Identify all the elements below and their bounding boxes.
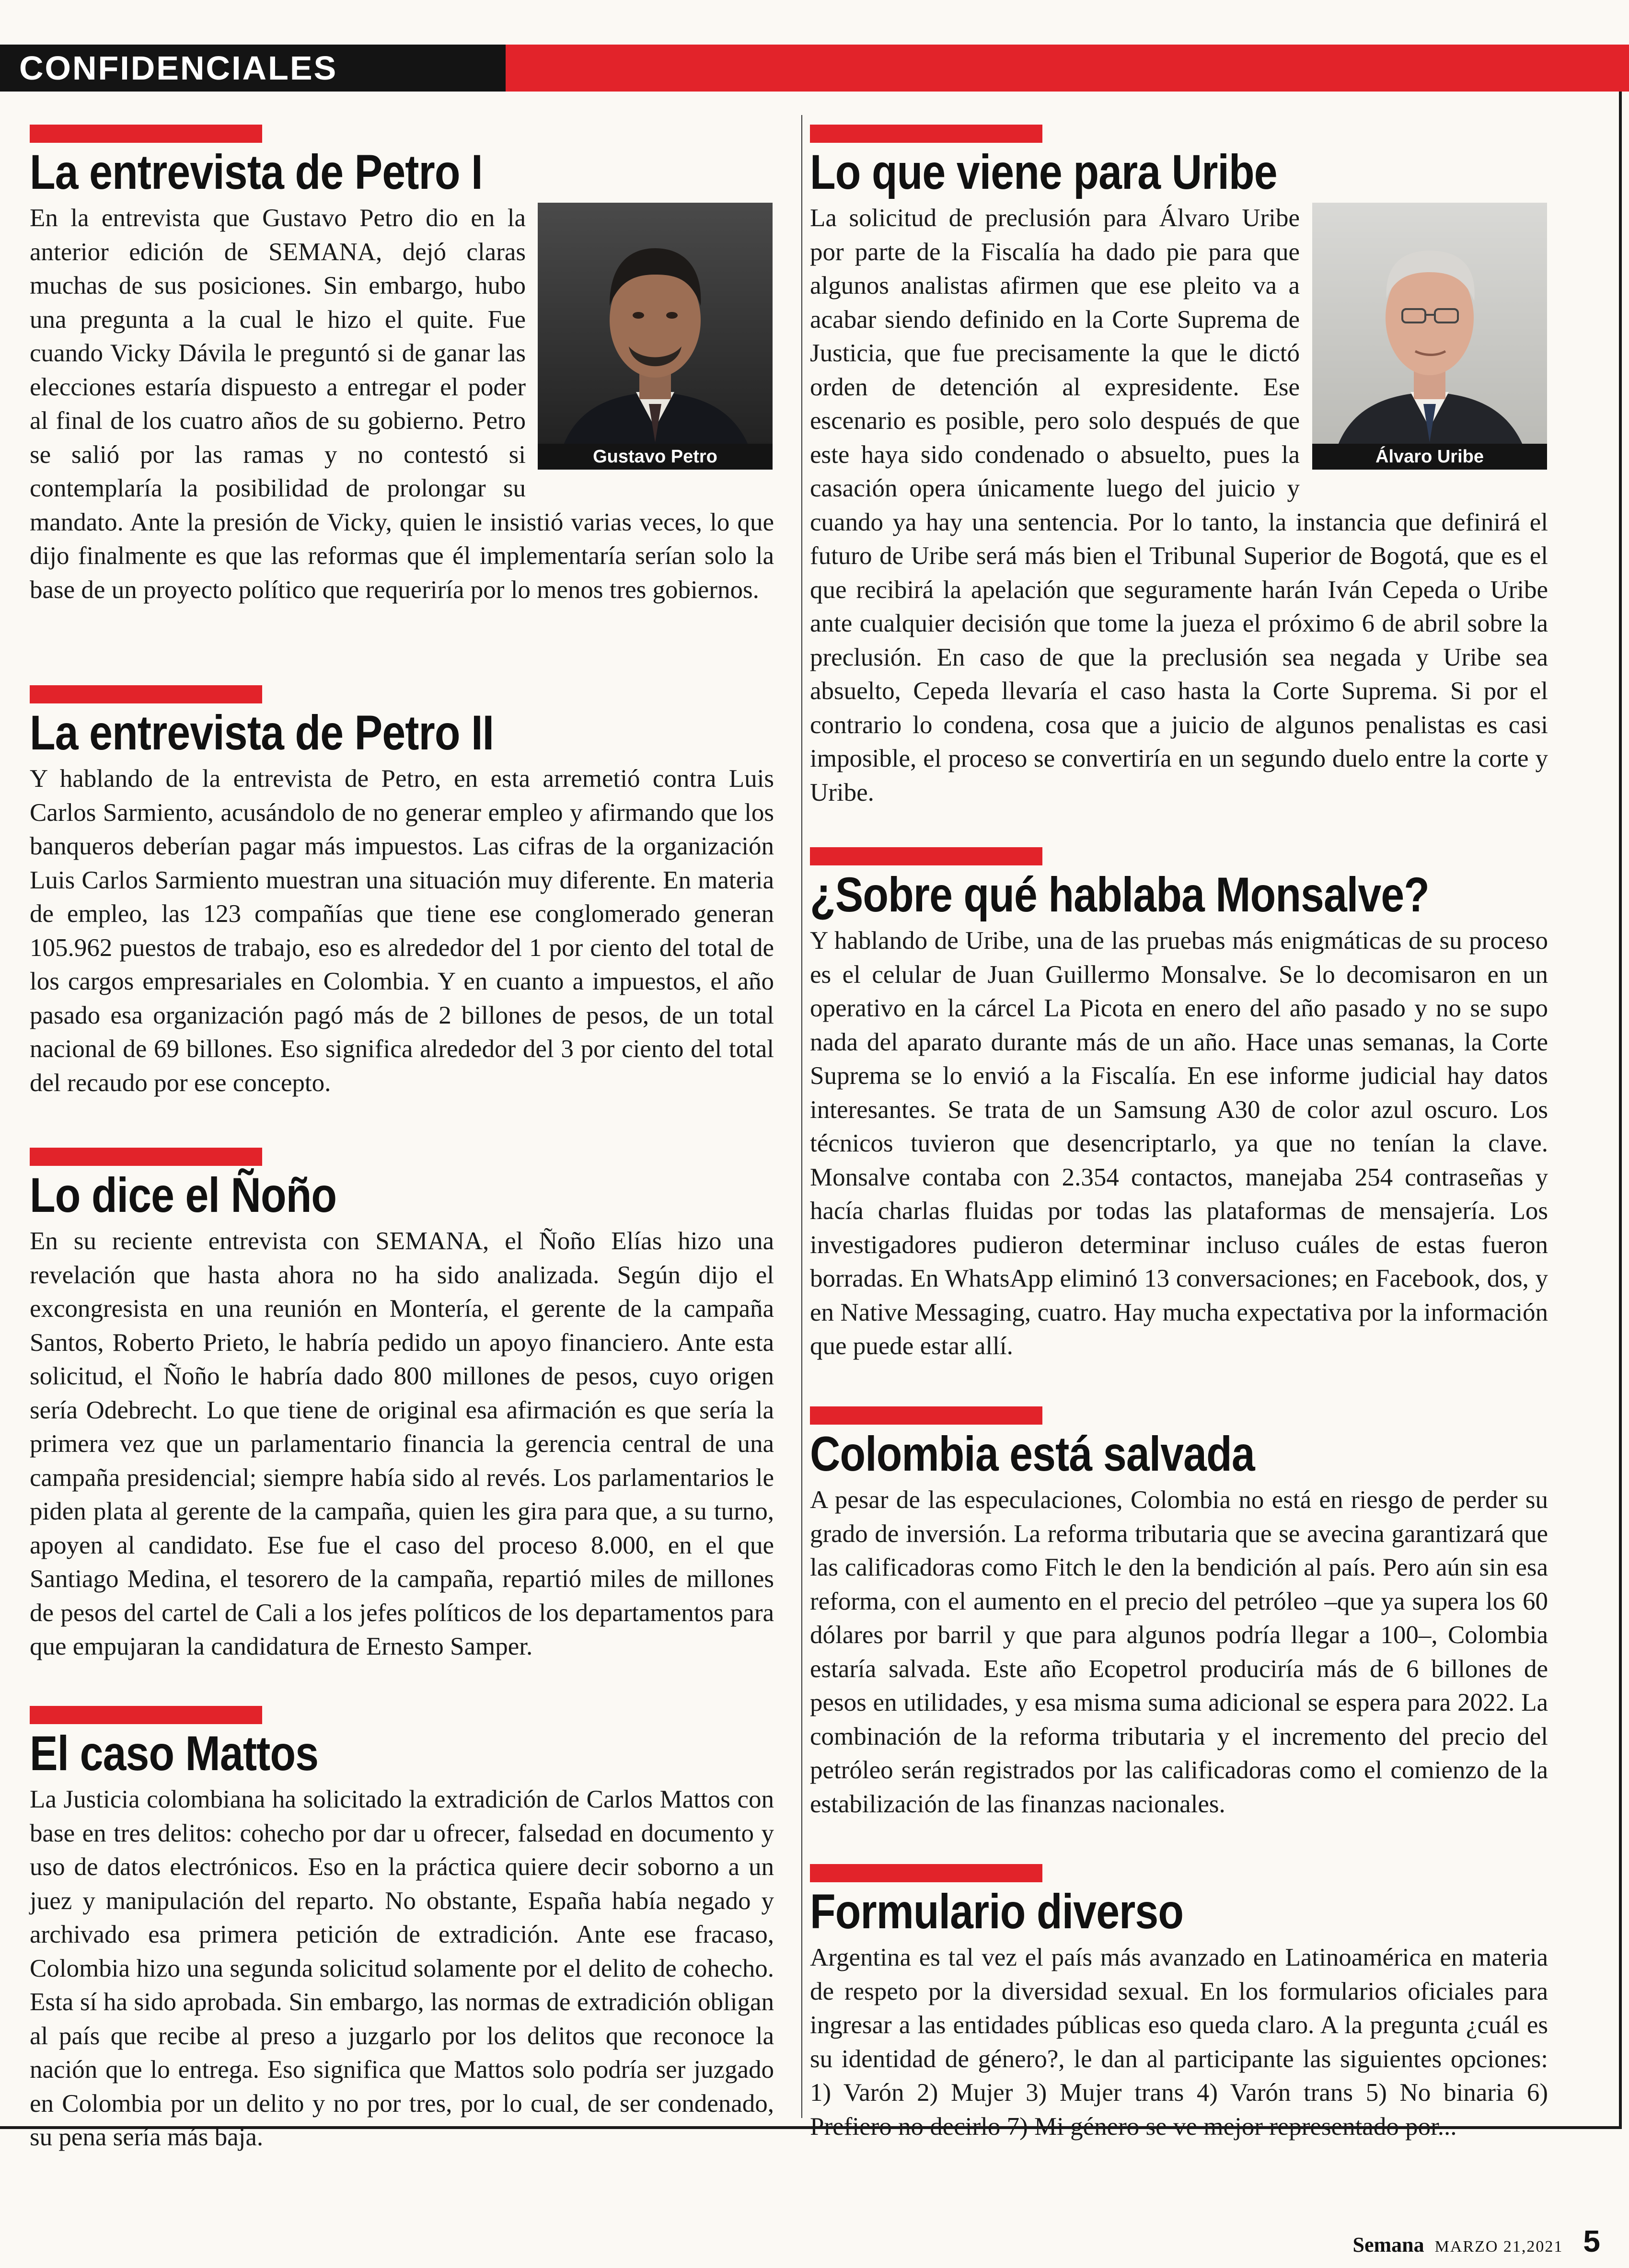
article-petro-1 (30, 125, 774, 666)
article-body: Y hablando de la entrevista de Petro, en esta arremetió contra Luis Carlos Sarmiento, acusándolo de no generar empleo y afirmando que los banqueros deberían pagar más impuestos. Las cifras de la organización Luis Carlos Sarmiento muestran una situación muy diferente. En materia de empleo, las 123 compañías que tiene ese conglomerado generan 105.962 puestos de trabajo, eso es alrededor del 1 por ciento del total de los cargos empresariales en Colombia. Y en cuanto a impuestos, el año pasado esa organización pagó más de 2 billones de pesos, de un total nacional de 69 billones. Eso significa alrededor del 3 por ciento del total del recaudo por ese concepto. (30, 765, 774, 1097)
section-header (0, 45, 1629, 92)
issue-date: MARZO 21,2021 (1434, 2238, 1563, 2256)
section-rule (506, 45, 1629, 92)
article-headline: La entrevista de Petro I (30, 145, 483, 199)
article-colombia-salvada (810, 1406, 1548, 1838)
article-body: Y hablando de Uribe, una de las pruebas más enigmáticas de su proceso es el celular de Juan Guillermo Monsalve. Se lo decomisaron en un operativo en la cárcel La Picota en enero del año pasado y no se supo nada del aparato durante más de un año. Hace unas semanas, la Corte Suprema se lo envió a la Fiscalía. En ese informe judicial hay datos interesantes. Se trata de un Samsung A30 de color azul oscuro. Los técnicos tuvieron que desencriptarlo, ya que no tenían la clave. Monsalve contaba con 2.354 contactos, manejaba 254 contraseñas y hacía charlas fluidas por todas las plataformas de mensajería. Los investigadores pudieron determinar incluso cuáles de estas fueron borradas. En WhatsApp eliminó 13 conversaciones; en Facebook, dos, y en Native Messaging, cuatro. Hay mucha expectativa por la información que puede estar allí. (810, 927, 1548, 1360)
article-body: La Justicia colombiana ha solicitado la extradición de Carlos Mattos con base en tres delitos: cohecho por dar u ofrecer, falsedad en documento y uso de datos electrónicos. Eso en la práctica quiere decir soborno a un juez y manipulación del reparto. No obstante, España había negado y archivado esa primera petición de extradición. Ante ese fracaso, Colombia hizo una segunda solicitud solamente por el delito de cohecho. Esta sí ha sido aprobada. Sin embargo, las normas de extradición obligan al país que recibe al preso a juzgarlo por los delitos que reconoce la nación que lo entrega. Eso significa que Mattos solo podría ser juzgado en Colombia por un delito y no por tres, por lo cual, de ser condenado, su pena sería más baja. (30, 1785, 774, 2151)
article-uribe (810, 125, 1548, 829)
article-headline: La entrevista de Petro II (30, 705, 494, 760)
article-headline: Formulario diverso (810, 1884, 1184, 1939)
article-headline: Lo dice el Ñoño (30, 1168, 337, 1222)
photo-caption: Gustavo Petro (538, 444, 773, 470)
portrait-illustration (1312, 203, 1547, 470)
article-headline: Colombia está salvada (810, 1427, 1255, 1481)
article-monsalve (810, 847, 1548, 1374)
page-number: 5 (1583, 2224, 1600, 2258)
article-accent-bar (810, 1864, 1042, 1882)
article-accent-bar (810, 847, 1042, 865)
photo-caption: Álvaro Uribe (1312, 444, 1547, 470)
article-accent-bar (30, 1706, 262, 1724)
portrait-illustration (538, 203, 773, 470)
article-body: En la entrevista que Gustavo Petro dio en la anterior edición de SEMANA, dejó claras muchas de sus posiciones. Sin embargo, hubo una pregunta a la cual le hizo el quite. Fue cuando Vicky Dávila le preguntó si de ganar las elecciones estaría dispuesto a entregar el poder al final de los cuatro años de su gobierno. Petro se salió por las ramas y no contestó si contemplaría la posibilidad de prolongar su mandato. Ante la presión de Vicky, quien le insistió varias veces, lo que dijo finalmente es que las reformas que él implementaría serían solo la base de un proyecto político que requeriría por lo menos tres gobiernos. (30, 201, 774, 607)
article-accent-bar (810, 1406, 1042, 1425)
photo-gustavo-petro (538, 203, 773, 470)
article-accent-bar (30, 1148, 262, 1166)
page-footer (1352, 2223, 1600, 2259)
article-nono (30, 1148, 774, 1689)
article-accent-bar (810, 125, 1042, 143)
frame-right-border (1619, 92, 1622, 2128)
photo-alvaro-uribe (1312, 203, 1547, 470)
article-petro-2 (30, 685, 774, 1117)
magazine-name: Semana (1352, 2233, 1424, 2256)
article-body: A pesar de las especulaciones, Colombia no está en riesgo de perder su grado de inversión. La reforma tributaria que se avecina garantizará que las calificadoras como Fitch le den la bendición al país. Pero aún sin esa reforma, con el aumento en el precio del petróleo –que ya supera los 60 dólares por barril y que para algunos podría llegar a 100–, Colombia estaría salvada. Este año Ecopetrol produciría más de 6 billones de pesos en utilidades, y esa misma suma adicional se espera para 2022. La combinación de la reforma tributaria y el incremento del precio del petróleo serán registrados por las calificadoras como el comienzo de la estabilización de las finanzas nacionales. (810, 1486, 1548, 1818)
article-accent-bar (30, 125, 262, 143)
article-body: En su reciente entrevista con SEMANA, el Ñoño Elías hizo una revelación que hasta ahora no ha sido analizada. Según dijo el excongresista en una reunión en Montería, el gerente de la campaña Santos, Roberto Prieto, le habría pedido un apoyo financiero. Ante esta solicitud, el Ñoño le habría dado 800 millones de pesos, cuyo origen sería Odebrecht. Lo que tiene de original esa afirmación es que sería la primera vez que un parlamentario financia la gerencia central de una campaña presidencial; siempre había sido al revés. Los parlamentarios le piden plata al gerente de la campaña, quien les gira para que, a su turno, apoyen al candidato. Ese fue el caso del proceso 8.000, en el que Santiago Medina, el tesorero de la campaña, repartió miles de millones de pesos del cartel de Cali a los jefes políticos de los departamentos para que empujaran la candidatura de Ernesto Samper. (30, 1227, 774, 1660)
article-body: Argentina es tal vez el país más avanzado en Latinoamérica en materia de respeto por la diversidad sexual. En los formularios oficiales para ingresar a las entidades públicas eso queda claro. A la pregunta ¿cuál es su identidad de género?, le dan al participante las siguientes opciones: 1) Varón 2) Mujer 3) Mujer trans 4) Varón trans 5) No binaria 6) Prefiero no decirlo 7) Mi género se ve mejor representado por... (810, 1944, 1548, 2141)
column-divider (801, 115, 802, 2118)
article-body: La solicitud de preclusión para Álvaro Uribe por parte de la Fiscalía ha dado pie para que algunos analistas afirmen que ese pleito va a acabar siendo definido en la Corte Suprema de Justicia, que fue precisamente la que le dictó orden de detención al expresidente. Ese escenario es posible, pero solo después de que este haya sido condenado o absuelto, pues la casación opera únicamente luego del juicio y cuando ya hay una sentencia. Por lo tanto, la instancia que definirá el futuro de Uribe será más bien el Tribunal Superior de Bogotá, que es el que recibirá la apelación que seguramente harán Iván Cepeda o Uribe ante cualquier decisión que tome la jueza el próximo 6 de abril sobre la preclusión. En caso de que la preclusión sea negada y Uribe sea absuelto, Cepeda llevaría el caso hasta la Corte Suprema. Si por el contrario lo condena, cosa que a juicio de algunos penalistas es casi imposible, el proceso se convertiría en un segundo duelo entre la corte y Uribe. (810, 201, 1548, 809)
article-mattos (30, 1706, 774, 2151)
article-formulario-diverso (810, 1864, 1548, 2141)
section-label: CONFIDENCIALES (0, 45, 506, 92)
article-accent-bar (30, 685, 262, 703)
article-headline: Lo que viene para Uribe (810, 145, 1277, 199)
article-headline: ¿Sobre qué hablaba Monsalve? (810, 867, 1429, 922)
article-headline: El caso Mattos (30, 1726, 319, 1781)
